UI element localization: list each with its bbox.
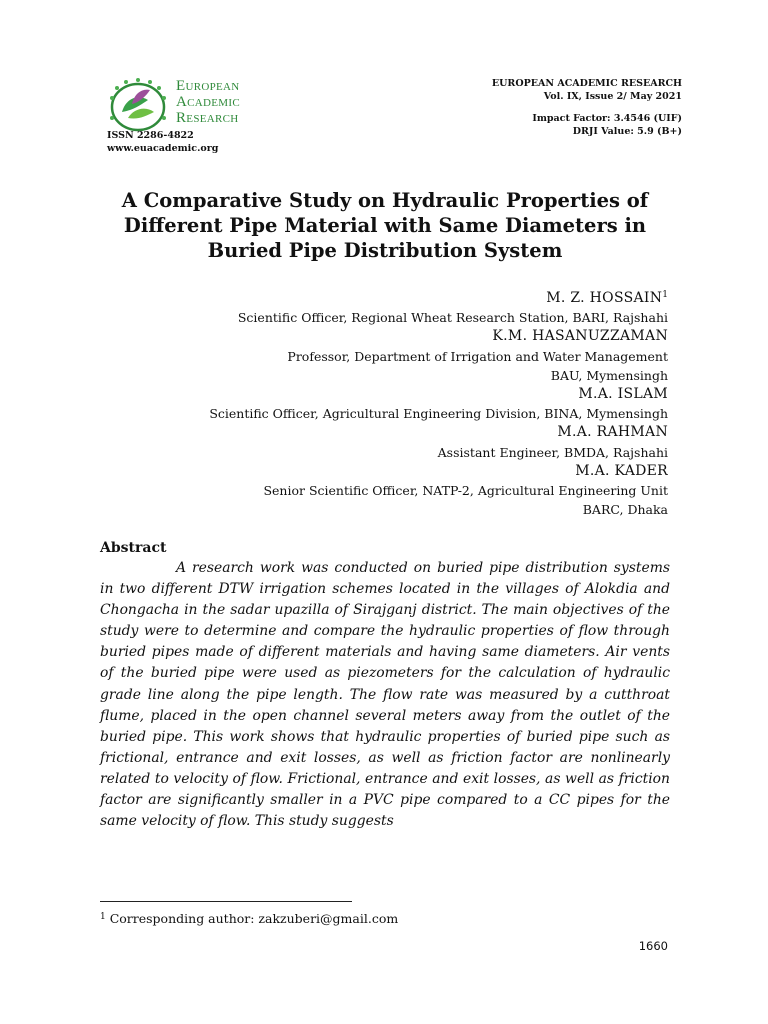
author-affiliation: BARC, Dhaka: [582, 502, 668, 518]
footnote-text: Corresponding author: zakzuberi@gmail.com: [105, 911, 399, 926]
footnote: [100, 911, 398, 926]
logo-wordmark: [176, 78, 240, 126]
author-affiliation: Scientific Officer, Regional Wheat Research Station, BARI, Rajshahi: [237, 310, 668, 326]
issn-block: [107, 129, 218, 155]
journal-name: EUROPEAN ACADEMIC RESEARCH: [491, 78, 682, 89]
logo-line: Research: [176, 110, 239, 126]
author-affiliation: Assistant Engineer, BMDA, Rajshahi: [437, 444, 668, 460]
author-affiliation: Professor, Department of Irrigation and Water Management: [287, 348, 668, 364]
author-name: M. Z. HOSSAIN$^1$: [546, 290, 668, 306]
abstract-text: A research work was conducted on buried pipe distribution systems in two different DTW irrigation schemes located in the villages of Alokdia and Chongacha in the sadar upazilla of Sirajganj district. The main objectives of the study were to determine and compare the hydraulic properties of flow through buried pipes made of different materials and having same diameters. Air vents of the buried pipe were used as piezometers for the calculation of hydraulic grade line along the pipe length. The flow rate was measured by a cutthroat flume, placed in the open channel several meters away from the outlet of the buried pipe. This work shows that hydraulic properties of buried pipe such as frictional, entrance and exit losses, as well as friction factor are nonlinearly related to velocity of flow. Frictional, entrance and exit losses, as well as friction factor are significantly smaller in a PVC pipe compared to a CC pipes for the same velocity of flow. This study suggests: [100, 560, 670, 830]
footnote-divider: [100, 901, 352, 902]
author-name: K.M. HASANUZZAMAN: [492, 328, 668, 345]
author-list: [68, 286, 668, 519]
author-name: M.A. ISLAM: [578, 386, 668, 403]
paper-title: A Comparative Study on Hydraulic Properties of Different Pipe Material with Same Diameters in Buried Pipe Distribution System: [121, 189, 649, 262]
abstract-heading: Abstract: [100, 540, 167, 556]
author-name: M.A. RAHMAN: [557, 424, 668, 441]
footnote-marker: 1: [100, 912, 106, 922]
author-name: M.A. KADER: [575, 462, 668, 479]
issn: ISSN 2286-4822: [107, 130, 194, 141]
impact-factor: Impact Factor: 3.4546 (UIF): [532, 113, 682, 124]
author-affiliation: BAU, Mymensingh: [550, 367, 668, 383]
logo-line: European: [176, 78, 240, 94]
leaf-wreath-icon: [104, 74, 172, 136]
website: www.euacademic.org: [107, 143, 219, 154]
journal-volume: Vol. IX, Issue 2/ May 2021: [543, 91, 682, 102]
logo-line: Academic: [176, 94, 240, 110]
drji-value: DRJI Value: 5.9 (B+): [572, 126, 682, 137]
author-affiliation: Senior Scientific Officer, NATP-2, Agricultural Engineering Unit: [263, 483, 668, 499]
journal-info: [492, 77, 682, 138]
page-number: 1660: [638, 939, 668, 953]
footnote-marker: 1: [662, 290, 668, 300]
journal-logo: [104, 74, 274, 136]
author-affiliation: Scientific Officer, Agricultural Engineering Division, BINA, Mymensingh: [209, 406, 668, 422]
